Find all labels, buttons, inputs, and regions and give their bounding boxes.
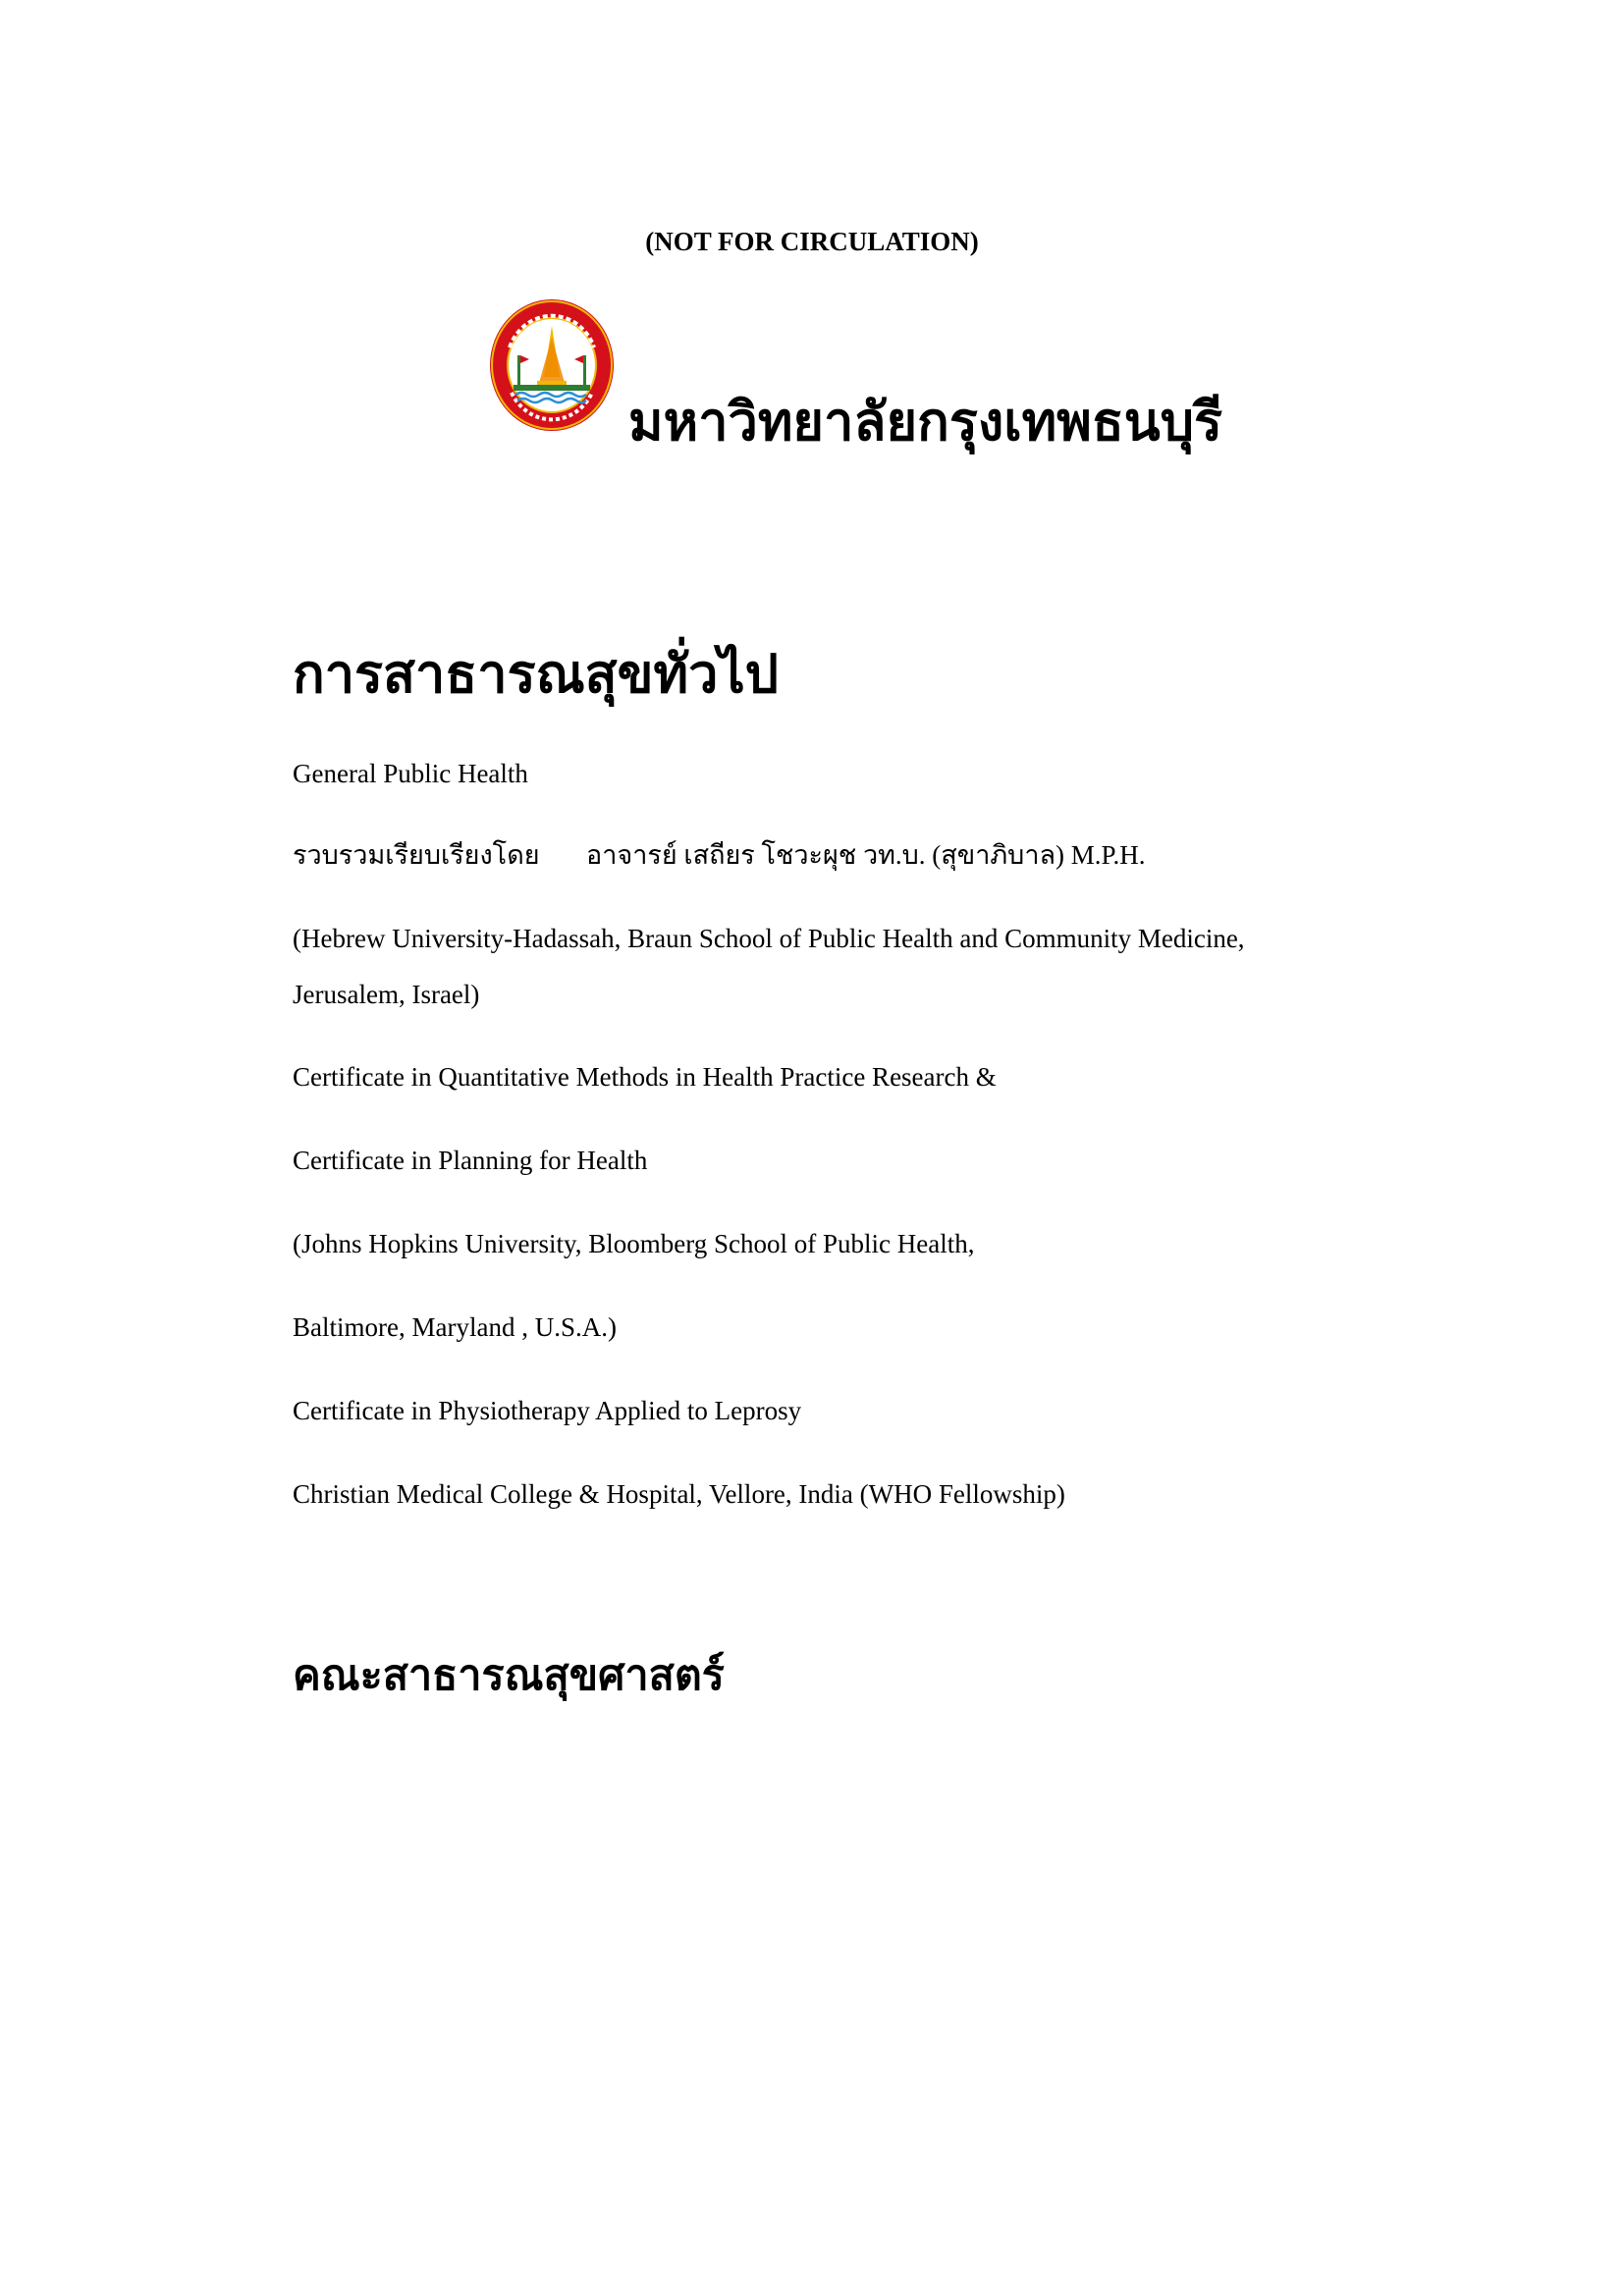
credential-line: Certificate in Quantitative Methods in Health Practice Research &	[293, 1062, 997, 1092]
credential-line: Baltimore, Maryland , U.S.A.)	[293, 1312, 617, 1342]
credential-line: (Johns Hopkins University, Bloomberg School of Public Health,	[293, 1229, 975, 1258]
author-label: รวบรวมเรียบเรียงโดย	[293, 840, 540, 870]
document-subtitle: General Public Health	[293, 759, 528, 788]
university-name: มหาวิทยาลัยกรุงเทพธนบุรี	[628, 393, 1222, 452]
faculty-name: คณะสาธารณสุขศาสตร์	[293, 1653, 725, 1699]
document-title: การสาธารณสุขทั่วไป	[293, 645, 779, 704]
not-for-circulation-notice: (NOT FOR CIRCULATION)	[645, 227, 979, 256]
credential-line: Certificate in Planning for Health	[293, 1146, 648, 1175]
university-seal-icon	[488, 296, 616, 434]
credential-line: (Hebrew University-Hadassah, Braun School of Public Health and Community Medicine,	[293, 924, 1245, 953]
credential-line: Jerusalem, Israel)	[293, 980, 480, 1009]
author-name: อาจารย์ เสถียร โชวะผุช วท.บ. (สุขาภิบาล) M.P.H.	[586, 840, 1146, 870]
credential-line: Certificate in Physiotherapy Applied to Leprosy	[293, 1396, 802, 1425]
author-line	[293, 835, 1146, 875]
credential-line: Christian Medical College & Hospital, Vellore, India (WHO Fellowship)	[293, 1479, 1065, 1509]
